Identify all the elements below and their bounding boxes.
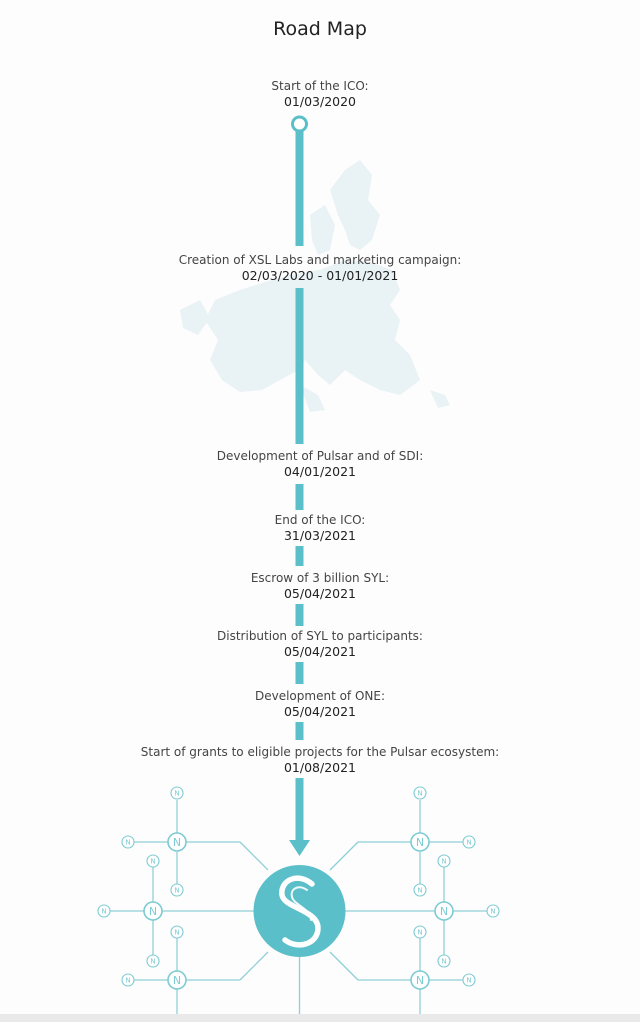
node-letter: N — [172, 973, 182, 987]
node-letter: N — [466, 976, 472, 985]
milestone-date: 05/04/2021 — [283, 704, 357, 719]
network-node-small — [171, 787, 183, 799]
network-node-small — [463, 836, 475, 848]
node-letter: N — [466, 838, 472, 847]
milestone-label: Development of ONE: — [254, 689, 386, 703]
node-letter: N — [150, 957, 156, 966]
network-node-small — [438, 955, 450, 967]
node-letter: N — [441, 957, 447, 966]
network-node-small — [438, 855, 450, 867]
timeline-segment-4 — [296, 546, 304, 566]
bottom-divider — [0, 1014, 640, 1022]
network-node-small — [414, 787, 426, 799]
milestone-label: Distribution of SYL to participants: — [217, 629, 423, 643]
arrow-down-icon — [289, 840, 310, 856]
network-node-large — [411, 971, 429, 989]
milestone-date: 04/01/2021 — [283, 464, 357, 479]
network-node-large — [168, 971, 186, 989]
milestone-start-ico — [0, 78, 640, 110]
timeline-segment-7 — [296, 722, 304, 740]
milestone-date: 31/03/2021 — [283, 528, 357, 543]
milestone-distribution — [0, 628, 640, 660]
milestone-label: End of the ICO: — [274, 513, 366, 527]
network-node-small — [122, 836, 134, 848]
timeline-start-ring — [293, 117, 307, 131]
node-letter: N — [415, 835, 425, 849]
milestone-one — [0, 688, 640, 720]
node-letter: N — [417, 928, 423, 937]
page-title: Road Map — [273, 18, 367, 40]
milestone-label: Creation of XSL Labs and marketing campaign: — [178, 253, 462, 267]
network-node-small — [414, 926, 426, 938]
timeline-segment-2 — [296, 288, 304, 444]
node-letter: N — [172, 835, 182, 849]
network-node-small — [171, 884, 183, 896]
timeline-segment-1 — [296, 130, 304, 246]
node-letter: N — [174, 789, 180, 798]
timeline-segment-8 — [296, 778, 304, 840]
milestone-end-ico — [0, 512, 640, 544]
network-node-small — [487, 905, 499, 917]
milestone-date: 05/04/2021 — [283, 586, 357, 601]
network-node-small — [171, 926, 183, 938]
network-node-large — [435, 902, 453, 920]
network-node-large — [168, 833, 186, 851]
milestone-date: 01/08/2021 — [283, 760, 357, 775]
milestone-escrow — [0, 570, 640, 602]
node-letter: N — [441, 857, 447, 866]
network-node-large — [144, 902, 162, 920]
network-node-small — [98, 905, 110, 917]
timeline-segment-3 — [296, 484, 304, 510]
node-letter: N — [490, 907, 496, 916]
node-letter: N — [148, 904, 158, 918]
milestone-label: Start of grants to eligible projects for the Pulsar ecosystem: — [140, 745, 500, 759]
timeline-line — [296, 130, 304, 840]
milestone-date: 05/04/2021 — [283, 644, 357, 659]
node-letter: N — [174, 886, 180, 895]
network-node-small — [122, 974, 134, 986]
timeline-segment-6 — [296, 662, 304, 684]
node-letter: N — [125, 976, 131, 985]
timeline-segment-5 — [296, 604, 304, 626]
milestone-grants — [0, 744, 640, 776]
network-node-small — [147, 855, 159, 867]
milestone-xsl-labs — [0, 252, 640, 284]
network-node-small — [147, 955, 159, 967]
milestone-label: Development of Pulsar and of SDI: — [216, 449, 424, 463]
node-letter: N — [415, 973, 425, 987]
node-letter: N — [150, 857, 156, 866]
node-letter: N — [174, 928, 180, 937]
node-letter: N — [101, 907, 107, 916]
milestone-date: 02/03/2020 - 01/01/2021 — [241, 268, 399, 283]
europe-map-background — [180, 160, 450, 412]
milestone-date: 01/03/2020 — [283, 94, 357, 109]
network-node-small — [463, 974, 475, 986]
milestone-label: Escrow of 3 billion SYL: — [250, 571, 390, 585]
node-letter: N — [417, 789, 423, 798]
milestone-pulsar-sdi — [0, 448, 640, 480]
node-letter: N — [125, 838, 131, 847]
milestone-label: Start of the ICO: — [271, 79, 369, 93]
network-node-large — [411, 833, 429, 851]
node-letter: N — [439, 904, 449, 918]
node-letter: N — [417, 886, 423, 895]
center-hub — [254, 865, 346, 957]
network-node-small — [414, 884, 426, 896]
